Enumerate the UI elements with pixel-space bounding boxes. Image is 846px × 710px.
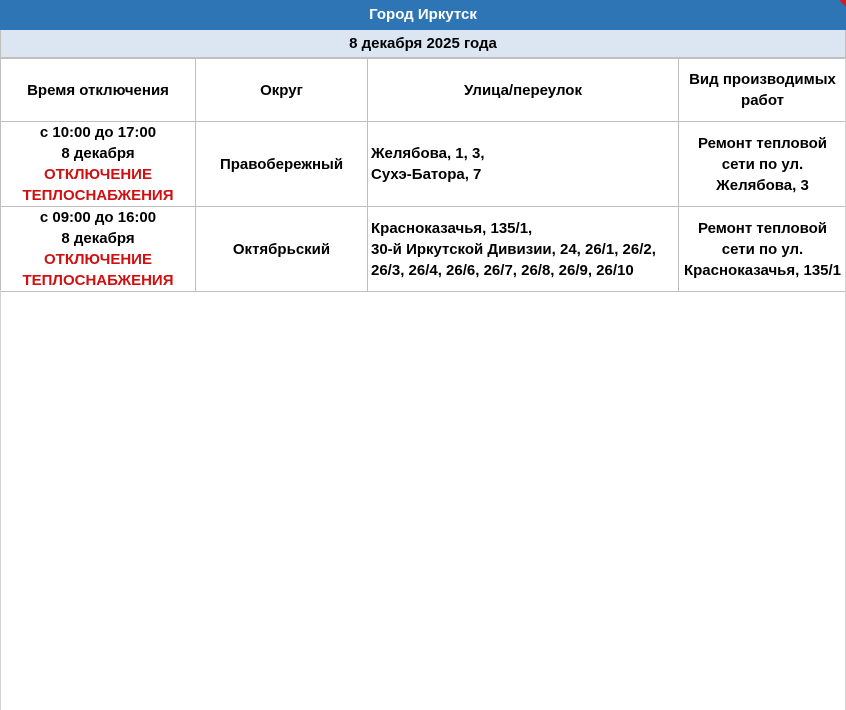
outage-table: [0, 58, 846, 292]
header-district: Округ: [196, 59, 368, 122]
date-title: 8 декабря 2025 года: [0, 30, 846, 58]
street-cell: [368, 122, 679, 207]
page-edge-left: [0, 290, 1, 710]
street-line1: Красноказачья, 135/1,: [371, 219, 533, 237]
outage-type-line1: ОТКЛЮЧЕНИЕ: [44, 251, 152, 268]
district-cell: Правобережный: [196, 122, 368, 207]
time-range: с 09:00 до 16:00: [39, 209, 157, 226]
street-cell: [368, 207, 679, 292]
district-cell: Октябрьский: [196, 207, 368, 292]
city-title: Город Иркутск: [0, 0, 846, 30]
work-cell: Ремонт тепловой сети по ул. Желябова, 3: [679, 122, 846, 207]
time-cell: [1, 207, 196, 292]
street-line2: Сухэ-Батора, 7: [371, 166, 482, 183]
outage-type-line1: ОТКЛЮЧЕНИЕ: [44, 166, 152, 183]
outage-type-line2: ТЕПЛОСНАБЖЕНИЯ: [22, 187, 174, 204]
header-work: Вид производимых работ: [679, 59, 846, 122]
header-time: Время отключения: [1, 59, 196, 122]
time-cell: [1, 122, 196, 207]
time-range: с 10:00 до 17:00: [39, 124, 157, 141]
corner-marker: [839, 0, 846, 7]
table-row: [1, 207, 846, 292]
street-line1: Желябова, 1, 3,: [371, 145, 485, 162]
street-line3: 26/3, 26/4, 26/6, 26/7, 26/8, 26/9, 26/10: [371, 261, 634, 279]
outage-date: 8 декабря: [61, 145, 135, 162]
outage-type-line2: ТЕПЛОСНАБЖЕНИЯ: [22, 272, 174, 289]
table-row: [1, 122, 846, 207]
header-street: Улица/переулок: [368, 59, 679, 122]
outage-date: 8 декабря: [61, 230, 135, 247]
street-line2: 30-й Иркутской Дивизии, 24, 26/1, 26/2,: [371, 240, 656, 258]
table-header-row: [1, 59, 846, 122]
work-cell: Ремонт тепловой сети по ул. Красноказачья, 135/1: [679, 207, 846, 292]
